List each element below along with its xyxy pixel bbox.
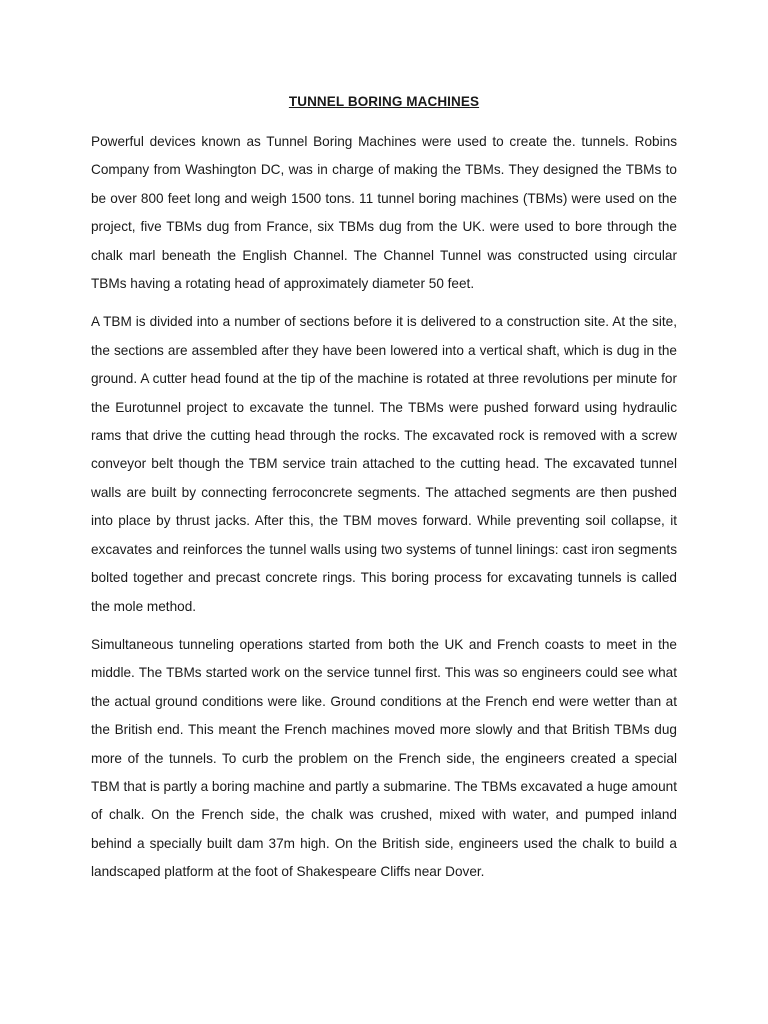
paragraph-tbm-overview: Powerful devices known as Tunnel Boring Machines were used to create the. tunnels. Robins Company from Washington DC, was in charge of making the TBMs. They designed the TBMs to be over 800 feet long and weigh 1500 tons. 11 tunnel boring machines (TBMs) were used on the project, five TBMs dug from France, six TBMs dug from the UK. were used to bore through the chalk marl beneath the English Channel. The Channel Tunnel was constructed using circular TBMs having a rotating head of approximately diameter 50 feet. — [91, 134, 677, 292]
document-title: TUNNEL BORING MACHINES — [288, 94, 480, 109]
document-body — [91, 128, 677, 897]
paragraph-tunneling-operations: Simultaneous tunneling operations started from both the UK and French coasts to meet in the middle. The TBMs started work on the service tunnel first. This was so engineers could see what the actual ground conditions were like. Ground conditions at the French end were wetter than at the British end. This meant the French machines moved more slowly and that British TBMs dug more of the tunnels. To curb the problem on the French side, the engineers created a special TBM that is partly a boring machine and partly a submarine. The TBMs excavated a huge amount of chalk. On the French side, the chalk was crushed, mixed with water, and pumped inland behind a specially built dam 37m high. On the British side, engineers used the chalk to build a landscaped platform at the foot of Shakespeare Cliffs near Dover. — [91, 636, 677, 880]
paragraph-tbm-process: A TBM is divided into a number of sections before it is delivered to a construction site. At the site, the sections are assembled after they have been lowered into a vertical shaft, which is dug in the ground. A cutter head found at the tip of the machine is rotated at three revolutions per minute for the Eurotunnel project to excavate the tunnel. The TBMs were pushed forward using hydraulic rams that drive the cutting head through the rocks. The excavated rock is removed with a screw conveyor belt though the TBM service train attached to the cutting head. The excavated tunnel walls are built by connecting ferroconcrete segments. The attached segments are then pushed into place by thrust jacks. After this, the TBM moves forward. While preventing soil collapse, it excavates and reinforces the tunnel walls using two systems of tunnel linings: cast iron segments bolted together and precast concrete rings. This boring process for excavating tunnels is called the mole method. — [91, 314, 677, 614]
